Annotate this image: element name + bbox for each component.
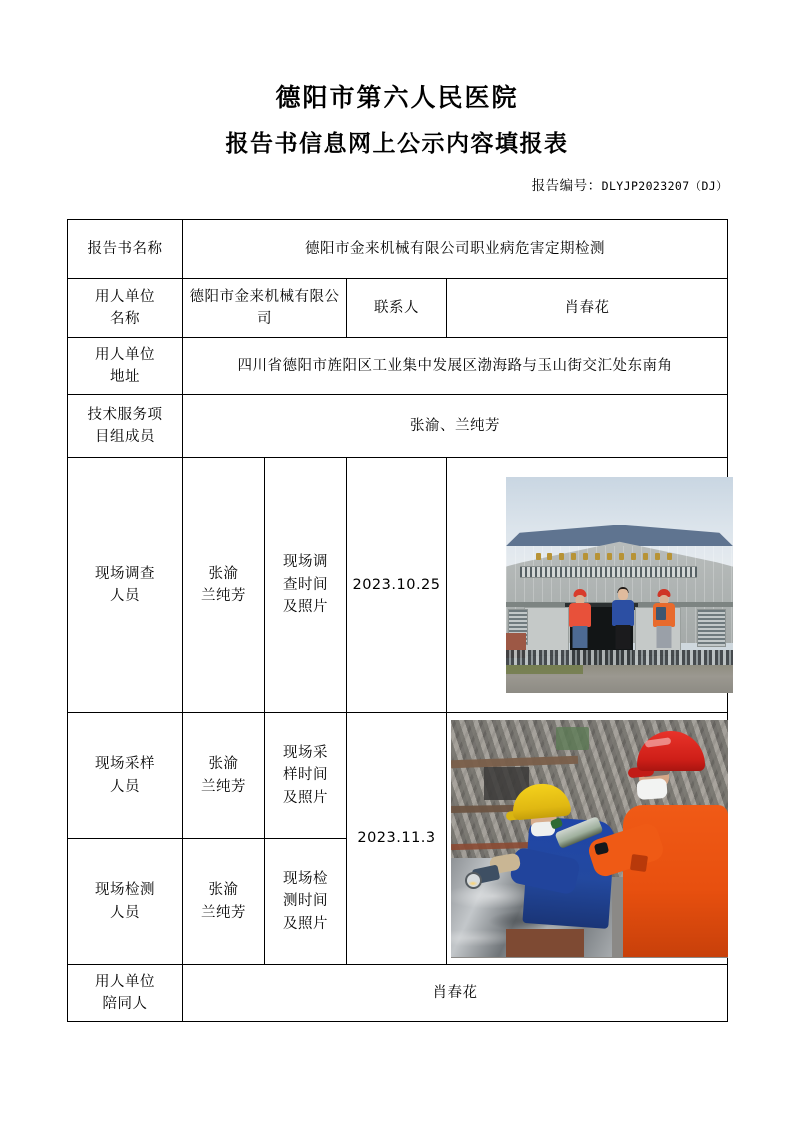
photo-plate-edge — [506, 929, 584, 958]
cell-report-name-label: 报告书名称 — [68, 220, 183, 279]
table-row-site-sampling — [68, 713, 728, 839]
cell-sampling-photo — [447, 713, 728, 965]
clipboard-icon — [656, 607, 666, 620]
table-row-report-name — [68, 220, 728, 279]
photo-green-equipment — [556, 727, 589, 751]
survey-item-line2: 查时间 — [283, 576, 328, 593]
photo-person-legs — [616, 625, 631, 649]
table-row-employer-name — [68, 279, 728, 338]
cell-employer-name-label — [68, 279, 183, 338]
title-block — [0, 0, 794, 194]
cell-sampling-label — [68, 713, 183, 839]
detection-person-line1: 张渝 — [208, 882, 239, 899]
site-sampling-photo — [451, 720, 728, 958]
cell-survey-photo — [447, 458, 728, 713]
cell-accompanier-label — [68, 965, 183, 1022]
cell-detection-item — [265, 839, 347, 965]
sampling-item-line3: 及照片 — [283, 789, 328, 806]
report-info-table — [67, 219, 728, 1022]
face-mask-icon — [636, 778, 667, 800]
photo-person-center — [608, 587, 638, 689]
accompanier-label-line2: 陪同人 — [102, 996, 148, 1012]
cell-team-members-label — [68, 395, 183, 458]
report-number-label: 报告编号： — [531, 178, 602, 195]
detection-item-line2: 测时间 — [283, 893, 328, 910]
cell-survey-person — [183, 458, 265, 713]
detection-item-line3: 及照片 — [283, 915, 328, 932]
cell-contact-value: 肖春花 — [447, 279, 728, 338]
report-number-value: DLYJP2023207（DJ） — [601, 179, 728, 194]
photo-vent-louvers — [520, 566, 697, 579]
sampling-label-line1: 现场采样 — [95, 756, 155, 773]
cell-employer-address-label — [68, 338, 183, 395]
page-subtitle: 报告书信息网上公示内容填报表 — [225, 129, 569, 157]
team-members-label-line1: 技术服务项 — [87, 406, 163, 423]
detection-item-line1: 现场检 — [283, 870, 328, 887]
survey-person-line1: 张渝 — [208, 565, 239, 582]
cell-survey-date: 2023.10.25 — [347, 458, 447, 713]
employer-name-label-line2: 名称 — [110, 311, 140, 327]
photo-sparks — [468, 881, 478, 886]
photo-person-right — [649, 589, 679, 688]
table-row-team-members — [68, 395, 728, 458]
detection-person-line2: 兰纯芳 — [201, 904, 246, 921]
report-number-row — [0, 174, 794, 194]
photo-person-head — [618, 589, 628, 600]
survey-item-line1: 现场调 — [283, 554, 328, 571]
cell-sampling-date: 2023.11.3 — [347, 713, 447, 965]
cell-sampling-item — [265, 713, 347, 839]
cell-sampling-person — [183, 713, 265, 839]
cell-team-members-value: 张渝、兰纯芳 — [183, 395, 728, 458]
cell-detection-person — [183, 839, 265, 965]
table-row-employer-address — [68, 338, 728, 395]
table-row-site-survey — [68, 458, 728, 713]
sampling-label-line2: 人员 — [110, 778, 140, 795]
employer-address-label-line1: 用人单位 — [95, 346, 155, 363]
photo-person-legs — [657, 626, 672, 648]
photo-person-legs — [573, 626, 588, 648]
survey-label-line2: 人员 — [110, 588, 140, 604]
sampling-person-line1: 张渝 — [208, 756, 239, 773]
photo-person-torso — [569, 603, 591, 627]
survey-item-line3: 及照片 — [283, 599, 328, 616]
cell-survey-label — [68, 458, 183, 713]
cell-detection-label — [68, 839, 183, 965]
photo-person-left — [565, 589, 595, 688]
table-row-accompanier — [68, 965, 728, 1022]
survey-label-line1: 现场调查 — [95, 565, 155, 582]
cell-accompanier-value: 肖春花 — [183, 965, 728, 1022]
site-survey-photo — [506, 477, 733, 693]
survey-person-line2: 兰纯芳 — [201, 588, 246, 604]
photo-window-right — [697, 609, 726, 648]
photo-facade-sign — [536, 552, 672, 562]
cell-report-name-value: 德阳市金来机械有限公司职业病危害定期检测 — [183, 220, 728, 279]
report-info-table-wrapper — [67, 219, 727, 1022]
accompanier-label-line1: 用人单位 — [95, 973, 155, 990]
detection-label-line1: 现场检测 — [95, 882, 155, 899]
cell-contact-label: 联系人 — [347, 279, 447, 338]
cell-employer-address-value: 四川省德阳市旌阳区工业集中发展区渤海路与玉山街交汇处东南角 — [183, 338, 728, 395]
photo-uniform-patch — [630, 854, 648, 872]
sampling-item-line1: 现场采 — [283, 744, 328, 761]
cell-survey-item — [265, 458, 347, 713]
employer-name-label-line1: 用人单位 — [95, 288, 155, 305]
photo-wall-panel-left — [524, 607, 569, 657]
sampling-item-line2: 样时间 — [283, 767, 328, 784]
page-title: 德阳市第六人民医院 — [275, 83, 519, 112]
employer-address-label-line2: 地址 — [110, 369, 140, 385]
photo-person-torso — [612, 600, 634, 626]
detection-label-line2: 人员 — [110, 904, 140, 921]
team-members-label-line2: 目组成员 — [95, 429, 155, 445]
cell-employer-name-value: 德阳市金来机械有限公司 — [183, 279, 347, 338]
sampling-person-line2: 兰纯芳 — [201, 778, 246, 795]
